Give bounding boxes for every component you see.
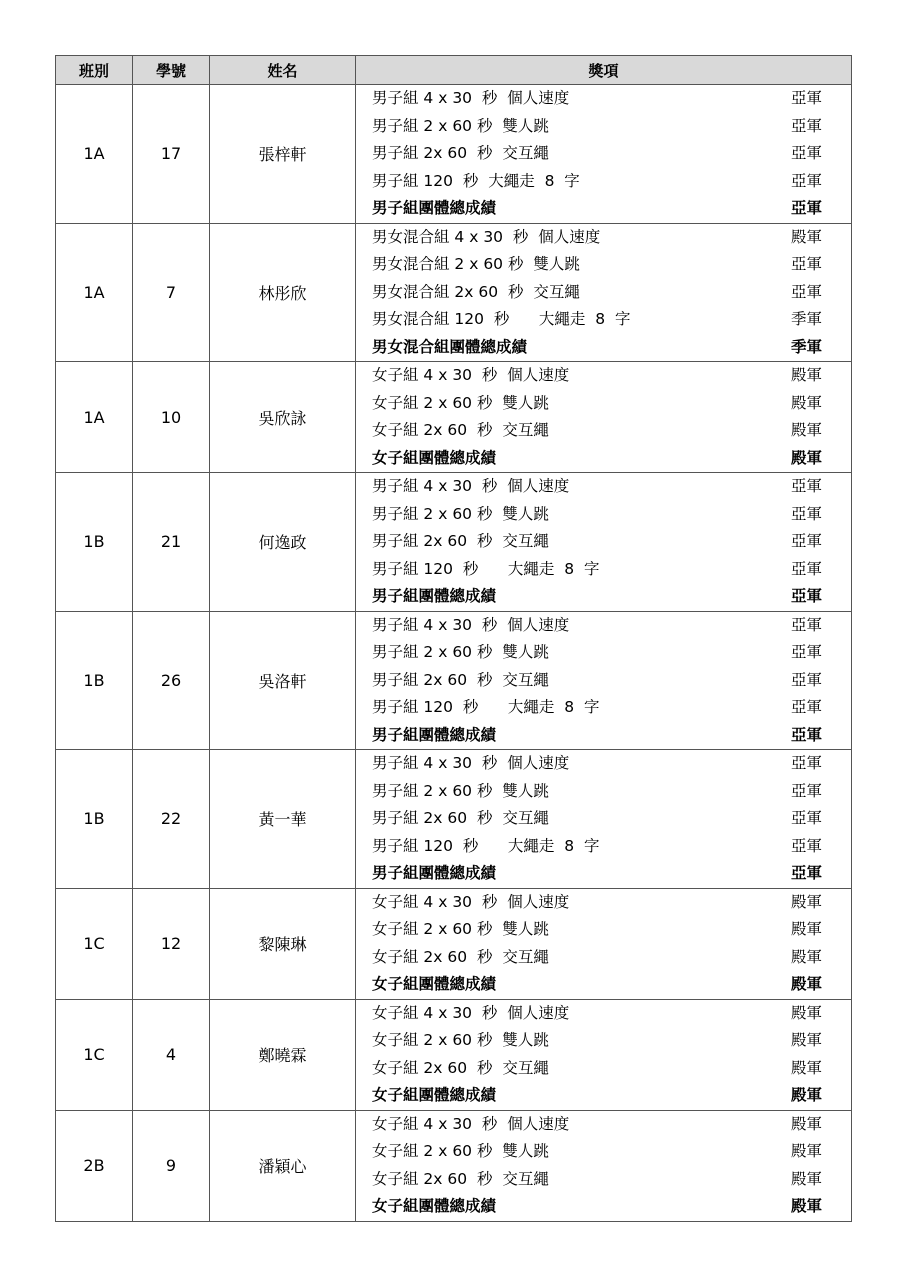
award-result: 殿軍: [790, 1142, 822, 1160]
student-name-cell: 潘穎心: [210, 1110, 356, 1221]
award-result: 亞軍: [790, 836, 822, 855]
award-line: [356, 501, 851, 529]
award-result: 亞軍: [790, 116, 822, 135]
award-line: [356, 612, 851, 640]
class-cell: 2B: [56, 1110, 133, 1221]
award-result: 亞軍: [790, 864, 822, 882]
award-event: 男子組 4 x 30 秒 個人速度: [372, 754, 570, 772]
header-class: 班別: [56, 56, 133, 85]
student-number-cell: 12: [133, 888, 210, 999]
award-result: 亞軍: [790, 255, 822, 273]
table-row: [56, 611, 852, 750]
award-event: 男子組 2x 60 秒 交互繩: [372, 809, 549, 827]
award-line: [356, 306, 851, 334]
header-row: [56, 56, 852, 85]
student-number-cell: 22: [133, 750, 210, 889]
award-result: 殿軍: [790, 366, 822, 384]
class-cell: 1C: [56, 999, 133, 1110]
award-result: 殿軍: [790, 920, 822, 938]
award-result: 殿軍: [790, 1197, 822, 1215]
table-row: [56, 999, 852, 1110]
award-line: [356, 1055, 851, 1083]
award-line: [356, 473, 851, 501]
award-line: [356, 390, 851, 418]
award-event: 女子組 2 x 60 秒 雙人跳: [372, 393, 549, 412]
award-line: [356, 944, 851, 972]
award-line: [356, 694, 851, 722]
award-event: 女子組 2x 60 秒 交互繩: [372, 947, 549, 966]
award-event: 男子組 120 秒 大繩走 8 字: [372, 559, 600, 578]
award-line: [356, 889, 851, 917]
award-event: 男子組團體總成績: [372, 725, 497, 744]
student-number-cell: 9: [133, 1110, 210, 1221]
award-result: 殿軍: [790, 1058, 822, 1077]
student-number-cell: 10: [133, 362, 210, 473]
award-event: 男子組 2x 60 秒 交互繩: [372, 532, 549, 550]
award-event: 男子組 120 秒 大繩走 8 字: [372, 698, 600, 716]
award-line: [356, 667, 851, 695]
award-event: 男子組團體總成績: [372, 199, 497, 217]
student-name-cell: 何逸政: [210, 473, 356, 612]
class-cell: 1C: [56, 888, 133, 999]
header-name: 姓名: [210, 56, 356, 85]
award-result: 亞軍: [790, 532, 822, 550]
class-cell: 1A: [56, 362, 133, 473]
award-event: 女子組 2x 60 秒 交互繩: [372, 421, 549, 439]
award-event: 男子組 4 x 30 秒 個人速度: [372, 477, 570, 495]
award-result: 亞軍: [790, 781, 822, 800]
table-row: [56, 223, 852, 362]
award-line: [356, 916, 851, 944]
award-event: 女子組 4 x 30 秒 個人速度: [372, 1114, 570, 1133]
award-line: [356, 417, 851, 445]
award-event: 男子組 120 秒 大繩走 8 字: [372, 171, 580, 190]
award-event: 男子組 2x 60 秒 交互繩: [372, 144, 549, 162]
award-total-line: [356, 722, 851, 750]
award-line: [356, 1138, 851, 1166]
award-event: 女子組 2 x 60 秒 雙人跳: [372, 920, 549, 938]
awards-cell: [356, 611, 852, 750]
award-result: 亞軍: [790, 809, 822, 827]
student-name-cell: 林彤欣: [210, 223, 356, 362]
table-row: [56, 750, 852, 889]
award-result: 亞軍: [790, 725, 822, 744]
award-total-line: [356, 195, 851, 223]
award-line: [356, 279, 851, 307]
award-event: 男女混合組 2x 60 秒 交互繩: [372, 282, 580, 301]
student-name-cell: 黃一華: [210, 750, 356, 889]
award-result: 殿軍: [790, 975, 822, 993]
award-event: 女子組 2x 60 秒 交互繩: [372, 1058, 549, 1077]
student-number-cell: 4: [133, 999, 210, 1110]
award-total-line: [356, 971, 851, 999]
award-result: 殿軍: [790, 892, 822, 911]
award-line: [356, 1166, 851, 1194]
award-event: 女子組 4 x 30 秒 個人速度: [372, 1003, 570, 1022]
student-name-cell: 張梓軒: [210, 85, 356, 224]
awards-cell: [356, 1110, 852, 1221]
awards-table: [55, 55, 852, 1222]
table-row: [56, 1110, 852, 1221]
table-row: [56, 473, 852, 612]
award-line: [356, 556, 851, 584]
award-event: 女子組團體總成績: [372, 975, 497, 993]
header-awards: 獎項: [356, 56, 852, 85]
award-total-line: [356, 1082, 851, 1110]
award-event: 男子組 4 x 30 秒 個人速度: [372, 89, 570, 107]
award-result: 殿軍: [790, 1031, 822, 1049]
award-line: [356, 750, 851, 778]
class-cell: 1A: [56, 223, 133, 362]
award-result: 亞軍: [790, 559, 822, 578]
award-line: [356, 113, 851, 141]
award-total-line: [356, 445, 851, 473]
award-result: 殿軍: [790, 421, 822, 439]
awards-cell: [356, 999, 852, 1110]
award-line: [356, 168, 851, 196]
award-result: 亞軍: [790, 171, 822, 190]
award-event: 女子組團體總成績: [372, 1086, 497, 1104]
student-number-cell: 21: [133, 473, 210, 612]
award-line: [356, 1027, 851, 1055]
awards-cell: [356, 888, 852, 999]
award-line: [356, 805, 851, 833]
class-cell: 1A: [56, 85, 133, 224]
award-event: 男女混合組團體總成績: [372, 337, 528, 356]
award-event: 女子組 2x 60 秒 交互繩: [372, 1169, 549, 1188]
award-line: [356, 639, 851, 667]
award-result: 亞軍: [790, 670, 822, 689]
table-body: [56, 85, 852, 1222]
award-result: 殿軍: [790, 448, 822, 467]
student-number-cell: 17: [133, 85, 210, 224]
award-result: 亞軍: [790, 144, 822, 162]
award-result: 殿軍: [790, 1003, 822, 1022]
award-line: [356, 778, 851, 806]
award-event: 女子組 4 x 30 秒 個人速度: [372, 366, 570, 384]
class-cell: 1B: [56, 473, 133, 612]
awards-cell: [356, 223, 852, 362]
awards-cell: [356, 362, 852, 473]
award-result: 季軍: [790, 337, 822, 356]
award-result: 殿軍: [790, 227, 822, 246]
award-result: 亞軍: [790, 587, 822, 605]
award-event: 男子組 2 x 60 秒 雙人跳: [372, 643, 549, 661]
award-event: 女子組團體總成績: [372, 1197, 497, 1215]
award-event: 男子組 4 x 30 秒 個人速度: [372, 615, 570, 634]
award-line: [356, 528, 851, 556]
table-row: [56, 888, 852, 999]
award-event: 女子組 4 x 30 秒 個人速度: [372, 892, 570, 911]
student-name-cell: 黎陳琳: [210, 888, 356, 999]
award-result: 亞軍: [790, 89, 822, 107]
student-number-cell: 7: [133, 223, 210, 362]
award-result: 季軍: [790, 310, 822, 328]
award-event: 女子組 2 x 60 秒 雙人跳: [372, 1142, 549, 1160]
awards-cell: [356, 750, 852, 889]
award-event: 男子組 2 x 60 秒 雙人跳: [372, 781, 549, 800]
award-result: 亞軍: [790, 643, 822, 661]
award-result: 亞軍: [790, 698, 822, 716]
award-result: 亞軍: [790, 477, 822, 495]
award-result: 殿軍: [790, 1169, 822, 1188]
student-number-cell: 26: [133, 611, 210, 750]
table-row: [56, 362, 852, 473]
award-result: 亞軍: [790, 615, 822, 634]
award-event: 女子組 2 x 60 秒 雙人跳: [372, 1031, 549, 1049]
award-line: [356, 833, 851, 861]
header-student-number: 學號: [133, 56, 210, 85]
award-result: 亞軍: [790, 504, 822, 523]
student-name-cell: 吳洛軒: [210, 611, 356, 750]
award-event: 男子組 120 秒 大繩走 8 字: [372, 836, 600, 855]
award-event: 男女混合組 120 秒 大繩走 8 字: [372, 310, 631, 328]
award-result: 亞軍: [790, 199, 822, 217]
award-total-line: [356, 1193, 851, 1221]
award-event: 男子組 2 x 60 秒 雙人跳: [372, 116, 549, 135]
award-line: [356, 1111, 851, 1139]
student-name-cell: 鄭曉霖: [210, 999, 356, 1110]
award-result: 殿軍: [790, 947, 822, 966]
award-total-line: [356, 334, 851, 362]
awards-cell: [356, 85, 852, 224]
award-result: 殿軍: [790, 1086, 822, 1104]
table-row: [56, 85, 852, 224]
award-line: [356, 362, 851, 390]
student-name-cell: 吳欣詠: [210, 362, 356, 473]
award-result: 殿軍: [790, 1114, 822, 1133]
award-event: 男子組團體總成績: [372, 864, 497, 882]
award-line: [356, 85, 851, 113]
award-event: 男子組 2x 60 秒 交互繩: [372, 670, 549, 689]
award-event: 男子組團體總成績: [372, 587, 497, 605]
award-line: [356, 1000, 851, 1028]
awards-sheet: [55, 55, 851, 1222]
award-total-line: [356, 583, 851, 611]
award-result: 亞軍: [790, 282, 822, 301]
class-cell: 1B: [56, 750, 133, 889]
award-line: [356, 224, 851, 252]
awards-cell: [356, 473, 852, 612]
class-cell: 1B: [56, 611, 133, 750]
award-event: 男子組 2 x 60 秒 雙人跳: [372, 504, 549, 523]
award-total-line: [356, 860, 851, 888]
award-event: 女子組團體總成績: [372, 448, 497, 467]
award-event: 男女混合組 4 x 30 秒 個人速度: [372, 227, 601, 246]
award-line: [356, 251, 851, 279]
award-event: 男女混合組 2 x 60 秒 雙人跳: [372, 255, 580, 273]
award-line: [356, 140, 851, 168]
award-result: 亞軍: [790, 754, 822, 772]
award-result: 殿軍: [790, 393, 822, 412]
